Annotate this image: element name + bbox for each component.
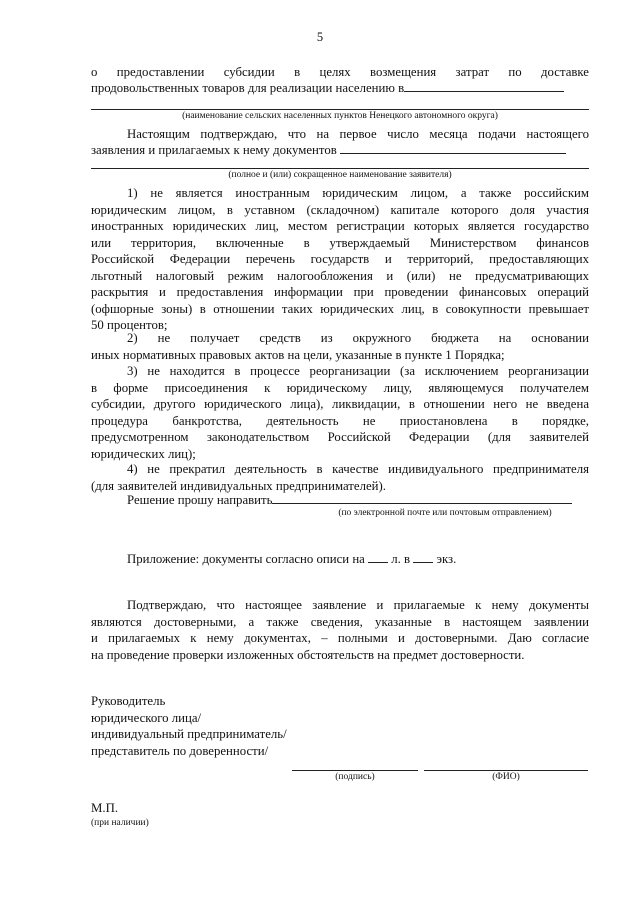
stamp-caption: (при наличии) — [91, 818, 149, 828]
decision-line: Решение прошу направить — [91, 492, 589, 509]
attachment-line: Приложение: документы согласно описи на л. в экз. — [127, 552, 457, 566]
signatory-block: Руководитель юридического лица/ индивидуальный предприниматель/ представитель по доверенности/ — [91, 694, 287, 758]
applicant-blank — [340, 142, 566, 154]
declaration: Подтверждаю, что настоящее заявление и прилагаемые к нему документы являются достоверными, а также сведения, указанные в настоящем заявлении и прилагаемых к нему документах, – полными и достоверными. Даю согласие на проведение проверки изложенных обстоятельств на предмет достоверности. — [91, 598, 589, 662]
page-number: 5 — [316, 30, 324, 44]
item-2: 2) не получает средств из окружного бюджета на основании иных нормативных правовых актов на цели, указанные в пункте 1 Порядка; — [91, 331, 589, 362]
subject-line-1: о предоставлении субсидии в целях возмещения затрат по доставке — [91, 65, 589, 79]
settlement-caption: (наименование сельских населенных пунктов Ненецкого автономного округа) — [182, 111, 498, 121]
confirm-line-1: Настоящим подтверждаю, что на первое число месяца подачи настоящего — [127, 127, 589, 141]
fio-caption: (ФИО) — [492, 772, 520, 782]
settlement-blank — [404, 80, 564, 92]
item-1: 1) не является иностранным юридическим лицом, а также российским юридическим лицом, в уставном (складочном) капитале которого доля участия иностранных юридических лиц, местом регистрации которых является государство или территория, включенные в утверждаемый Министерством финансов Российской Федерации перечень государств и территорий, предоставляющих льготный налоговый режим налогообложения и (или) не предусматривающих раскрытия и предоставления информации при проведении финансовых операций (офшорные зоны) в отношении таких юридических лиц, в совокупности превышает 50 процентов; — [91, 186, 589, 332]
item-3: 3) не находится в процессе реорганизации (за исключением реорганизации в форме присоединения к юридическому лицу, являющемуся получателем субсидии, другого юридического лица), ликвидации, в отношении него не введена процедура банкротства, деятельность не приостановлена в порядке, предусмотренном законодательством Российской Федерации (для заявителей юридических лиц); — [91, 364, 589, 461]
settlement-rule — [91, 109, 589, 110]
subject-line-2: продовольственных товаров для реализации населению в — [91, 80, 589, 97]
stamp-label: М.П. — [91, 801, 119, 815]
signature-caption: (подпись) — [335, 772, 375, 782]
applicant-rule — [91, 168, 589, 169]
applicant-caption: (полное и (или) сокращенное наименование заявителя) — [228, 170, 452, 180]
signature-rule — [292, 770, 418, 771]
confirm-line-2: заявления и прилагаемых к нему документов — [91, 142, 589, 159]
item-4: 4) не прекратил деятельность в качестве индивидуального предпринимателя (для заявителей индивидуальных предпринимателей). — [91, 462, 589, 493]
fio-rule — [424, 770, 588, 771]
decision-blank — [272, 492, 572, 504]
decision-caption: (по электронной почте или почтовым отправлением) — [338, 508, 552, 518]
